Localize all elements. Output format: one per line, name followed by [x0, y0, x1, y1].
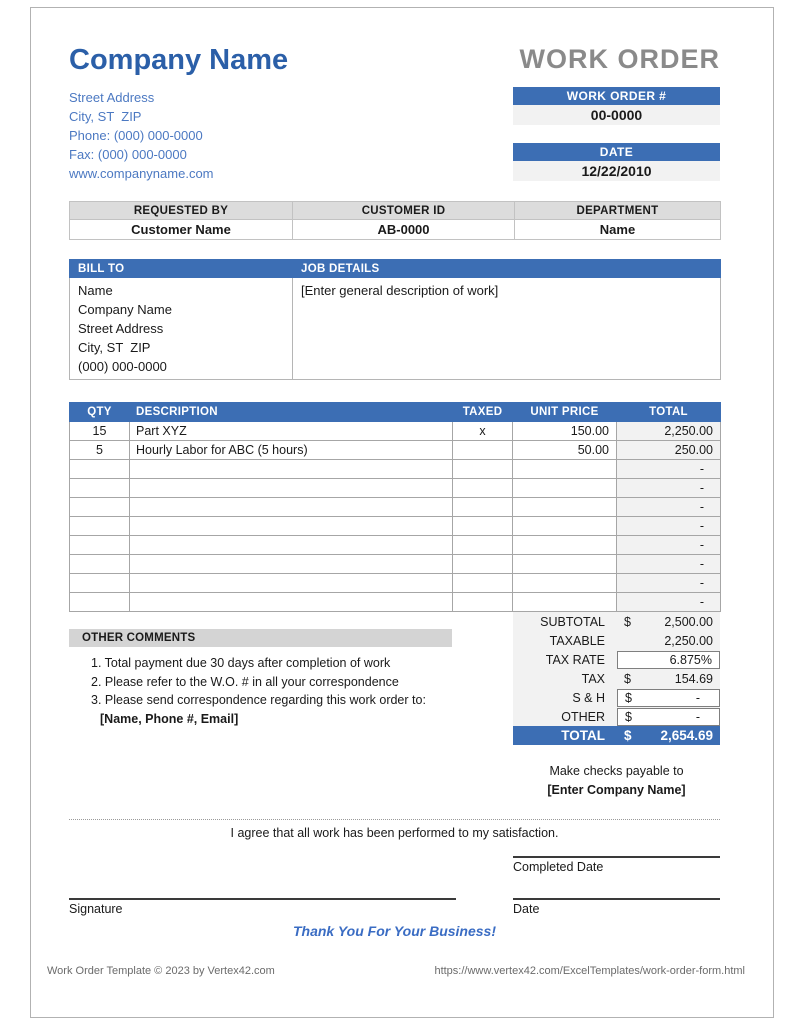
item-unit-price-cell: [513, 479, 617, 498]
item-description-cell: [130, 593, 453, 612]
customer-id-header: CUSTOMER ID: [293, 202, 515, 220]
item-unit-price-cell: [513, 574, 617, 593]
item-taxed-cell: [453, 441, 513, 460]
table-row: [70, 441, 721, 460]
summary-row-amount: 6.875%: [669, 652, 712, 667]
job-details-placeholder: [Enter general description of work]: [301, 283, 499, 298]
item-unit-price-cell: [513, 536, 617, 555]
summary-row-label: TAX RATE: [545, 652, 605, 667]
total-header: TOTAL: [617, 403, 721, 422]
item-unit-price-cell: [513, 593, 617, 612]
item-unit-price-cell: 150.00: [513, 422, 617, 441]
summary-row-label: TAX: [581, 671, 605, 686]
item-total-cell: -: [617, 593, 721, 612]
department-value[interactable]: Name: [515, 220, 721, 240]
summary-row[interactable]: [513, 688, 720, 707]
currency-symbol: $: [624, 671, 631, 686]
item-taxed-cell: [453, 517, 513, 536]
item-total-cell: -: [617, 574, 721, 593]
bill-to-city: City, ST ZIP: [78, 340, 151, 355]
company-fax: Fax: (000) 000-0000: [69, 147, 187, 162]
summary-row-amount: -: [695, 709, 700, 724]
summary-row-amount: -: [695, 690, 700, 705]
completed-date-field[interactable]: [513, 856, 720, 874]
item-taxed-cell: x: [453, 422, 513, 441]
bill-to-address[interactable]: [70, 278, 293, 380]
requested-by-value[interactable]: Customer Name: [70, 220, 293, 240]
page-footer: [47, 965, 745, 977]
summary-row-amount: 154.69: [674, 671, 713, 686]
item-total-cell: -: [617, 555, 721, 574]
list-item: 3. Please send correspondence regarding this work order to:: [91, 693, 426, 707]
summary-row-value-box: [617, 669, 720, 688]
item-total-cell: -: [617, 536, 721, 555]
summary-row-label: TAXABLE: [549, 633, 605, 648]
work-order-block: [513, 44, 720, 183]
summary-row-label: S & H: [572, 690, 605, 705]
item-qty-cell: [70, 517, 130, 536]
currency-symbol: $: [624, 728, 632, 743]
summary-row: [513, 631, 720, 650]
table-row: [70, 536, 721, 555]
work-order-page: [30, 7, 774, 1018]
item-total-cell: -: [617, 460, 721, 479]
taxed-header: TAXED: [453, 403, 513, 422]
table-row: [70, 479, 721, 498]
bill-to-header-row: [70, 260, 721, 278]
job-details-header: JOB DETAILS: [293, 260, 721, 278]
item-qty-cell: [70, 574, 130, 593]
other-comments-list: [69, 654, 452, 728]
summary-row-amount: 2,250.00: [664, 633, 713, 648]
work-order-number-value[interactable]: 00-0000: [513, 105, 720, 125]
table-row: [70, 555, 721, 574]
summary-row[interactable]: [513, 650, 720, 669]
summary-row-label: OTHER: [561, 709, 605, 724]
company-city: City, ST ZIP: [69, 109, 142, 124]
requested-by-value-row: [70, 220, 721, 240]
item-taxed-cell: [453, 460, 513, 479]
list-item: 2. Please refer to the W.O. # in all your correspondence: [91, 674, 399, 689]
copyright-text: Work Order Template © 2023 by Vertex42.com: [47, 965, 275, 977]
item-total-cell: -: [617, 517, 721, 536]
grand-total-value: [617, 726, 720, 745]
dotted-divider: [69, 819, 720, 820]
bill-to-name: Name: [78, 283, 113, 298]
other-comments-section: [69, 629, 452, 728]
summary-row: [513, 612, 720, 631]
bill-to-company: Company Name: [78, 302, 172, 317]
item-qty-cell: [70, 555, 130, 574]
requested-by-header: REQUESTED BY: [70, 202, 293, 220]
item-total-cell: -: [617, 498, 721, 517]
item-qty-cell: [70, 460, 130, 479]
list-item: 1. Total payment due 30 days after completion of work: [91, 656, 391, 670]
grand-total-label: TOTAL: [561, 728, 605, 743]
summary-row-value-box: [617, 612, 720, 631]
item-qty-cell: [70, 593, 130, 612]
item-description-cell: [130, 517, 453, 536]
bill-to-phone: (000) 000-0000: [78, 359, 167, 374]
table-row: [70, 574, 721, 593]
item-taxed-cell: [453, 574, 513, 593]
summary-table: [513, 612, 720, 726]
item-qty-cell: [70, 536, 130, 555]
summary-row-value-box: [617, 689, 720, 707]
item-description-cell: [130, 555, 453, 574]
item-description-cell: [130, 574, 453, 593]
other-comments-header: OTHER COMMENTS: [69, 629, 452, 647]
item-taxed-cell: [453, 593, 513, 612]
item-qty-cell: 5: [70, 441, 130, 460]
agreement-text: I agree that all work has been performed to my satisfaction.: [230, 826, 559, 840]
item-total-cell: -: [617, 479, 721, 498]
bill-to-table: [69, 259, 721, 380]
grand-total-row: [513, 726, 720, 745]
item-taxed-cell: [453, 536, 513, 555]
item-qty-cell: [70, 498, 130, 517]
payee-placeholder: [Enter Company Name]: [547, 783, 686, 797]
table-row: [70, 517, 721, 536]
item-description-cell: Part XYZ: [130, 422, 453, 441]
item-description-cell: [130, 498, 453, 517]
summary-row-value-box: [617, 651, 720, 669]
summary-row-value-box: [617, 708, 720, 726]
job-details-value[interactable]: [293, 278, 721, 380]
signature-field[interactable]: [69, 898, 456, 916]
item-qty-cell: 15: [70, 422, 130, 441]
item-description-cell: Hourly Labor for ABC (5 hours): [130, 441, 453, 460]
requested-by-table: [69, 201, 721, 240]
signature-label: Signature: [69, 902, 123, 916]
date-value[interactable]: 12/22/2010: [513, 161, 720, 181]
qty-header: QTY: [70, 403, 130, 422]
signature-row: [69, 898, 720, 916]
item-taxed-cell: [453, 555, 513, 574]
grand-total-amount: 2,654.69: [660, 728, 713, 743]
items-body: [70, 422, 721, 612]
requested-by-header-row: [70, 202, 721, 220]
table-row: [70, 498, 721, 517]
department-header: DEPARTMENT: [515, 202, 721, 220]
date-field: [513, 143, 720, 181]
correspondence-contact-placeholder: [Name, Phone #, Email]: [100, 711, 239, 726]
date-signed-field[interactable]: [513, 898, 720, 916]
summary-row-value-box: [617, 631, 720, 650]
payment-instructions: [513, 762, 720, 800]
item-unit-price-cell: 50.00: [513, 441, 617, 460]
unit-price-header: UNIT PRICE: [513, 403, 617, 422]
customer-id-value[interactable]: AB-0000: [293, 220, 515, 240]
page-title: WORK ORDER: [519, 44, 720, 74]
bill-to-body-row: [70, 278, 721, 380]
summary-row: [513, 669, 720, 688]
work-order-number-label: WORK ORDER #: [513, 87, 720, 105]
items-table: [69, 402, 721, 612]
item-description-cell: [130, 460, 453, 479]
company-block: [69, 44, 288, 183]
description-header: DESCRIPTION: [130, 403, 453, 422]
company-phone: Phone: (000) 000-0000: [69, 128, 203, 143]
table-row: [70, 422, 721, 441]
item-taxed-cell: [453, 498, 513, 517]
table-row: [70, 593, 721, 612]
currency-symbol: $: [624, 614, 631, 629]
totals-and-comments: [69, 612, 720, 800]
summary-row-label: SUBTOTAL: [540, 614, 605, 629]
thank-you-message: Thank You For Your Business!: [292, 923, 497, 939]
currency-symbol: $: [625, 709, 632, 724]
date-signed-label: Date: [513, 902, 540, 916]
table-row: [70, 460, 721, 479]
item-total-cell: 2,250.00: [617, 422, 721, 441]
item-unit-price-cell: [513, 498, 617, 517]
item-description-cell: [130, 536, 453, 555]
company-website-link[interactable]: www.companyname.com: [69, 166, 214, 181]
summary-section: [513, 612, 720, 800]
items-header-row: [70, 403, 721, 422]
item-taxed-cell: [453, 479, 513, 498]
item-description-cell: [130, 479, 453, 498]
summary-row[interactable]: [513, 707, 720, 726]
company-street: Street Address: [69, 90, 155, 105]
completed-date-label: Completed Date: [513, 860, 604, 874]
item-qty-cell: [70, 479, 130, 498]
work-order-number-field: [513, 87, 720, 125]
currency-symbol: $: [625, 690, 632, 705]
date-label: DATE: [513, 143, 720, 161]
company-name: Company Name: [69, 44, 289, 76]
summary-row-amount: 2,500.00: [664, 614, 713, 629]
item-total-cell: 250.00: [617, 441, 721, 460]
item-unit-price-cell: [513, 460, 617, 479]
page-header: [69, 44, 720, 183]
item-unit-price-cell: [513, 517, 617, 536]
bill-to-street: Street Address: [78, 321, 164, 336]
item-unit-price-cell: [513, 555, 617, 574]
bill-to-header: BILL TO: [70, 260, 293, 278]
template-url-link[interactable]: https://www.vertex42.com/ExcelTemplates/work-order-form.html: [434, 965, 745, 977]
make-checks-text: Make checks payable to: [549, 764, 684, 778]
